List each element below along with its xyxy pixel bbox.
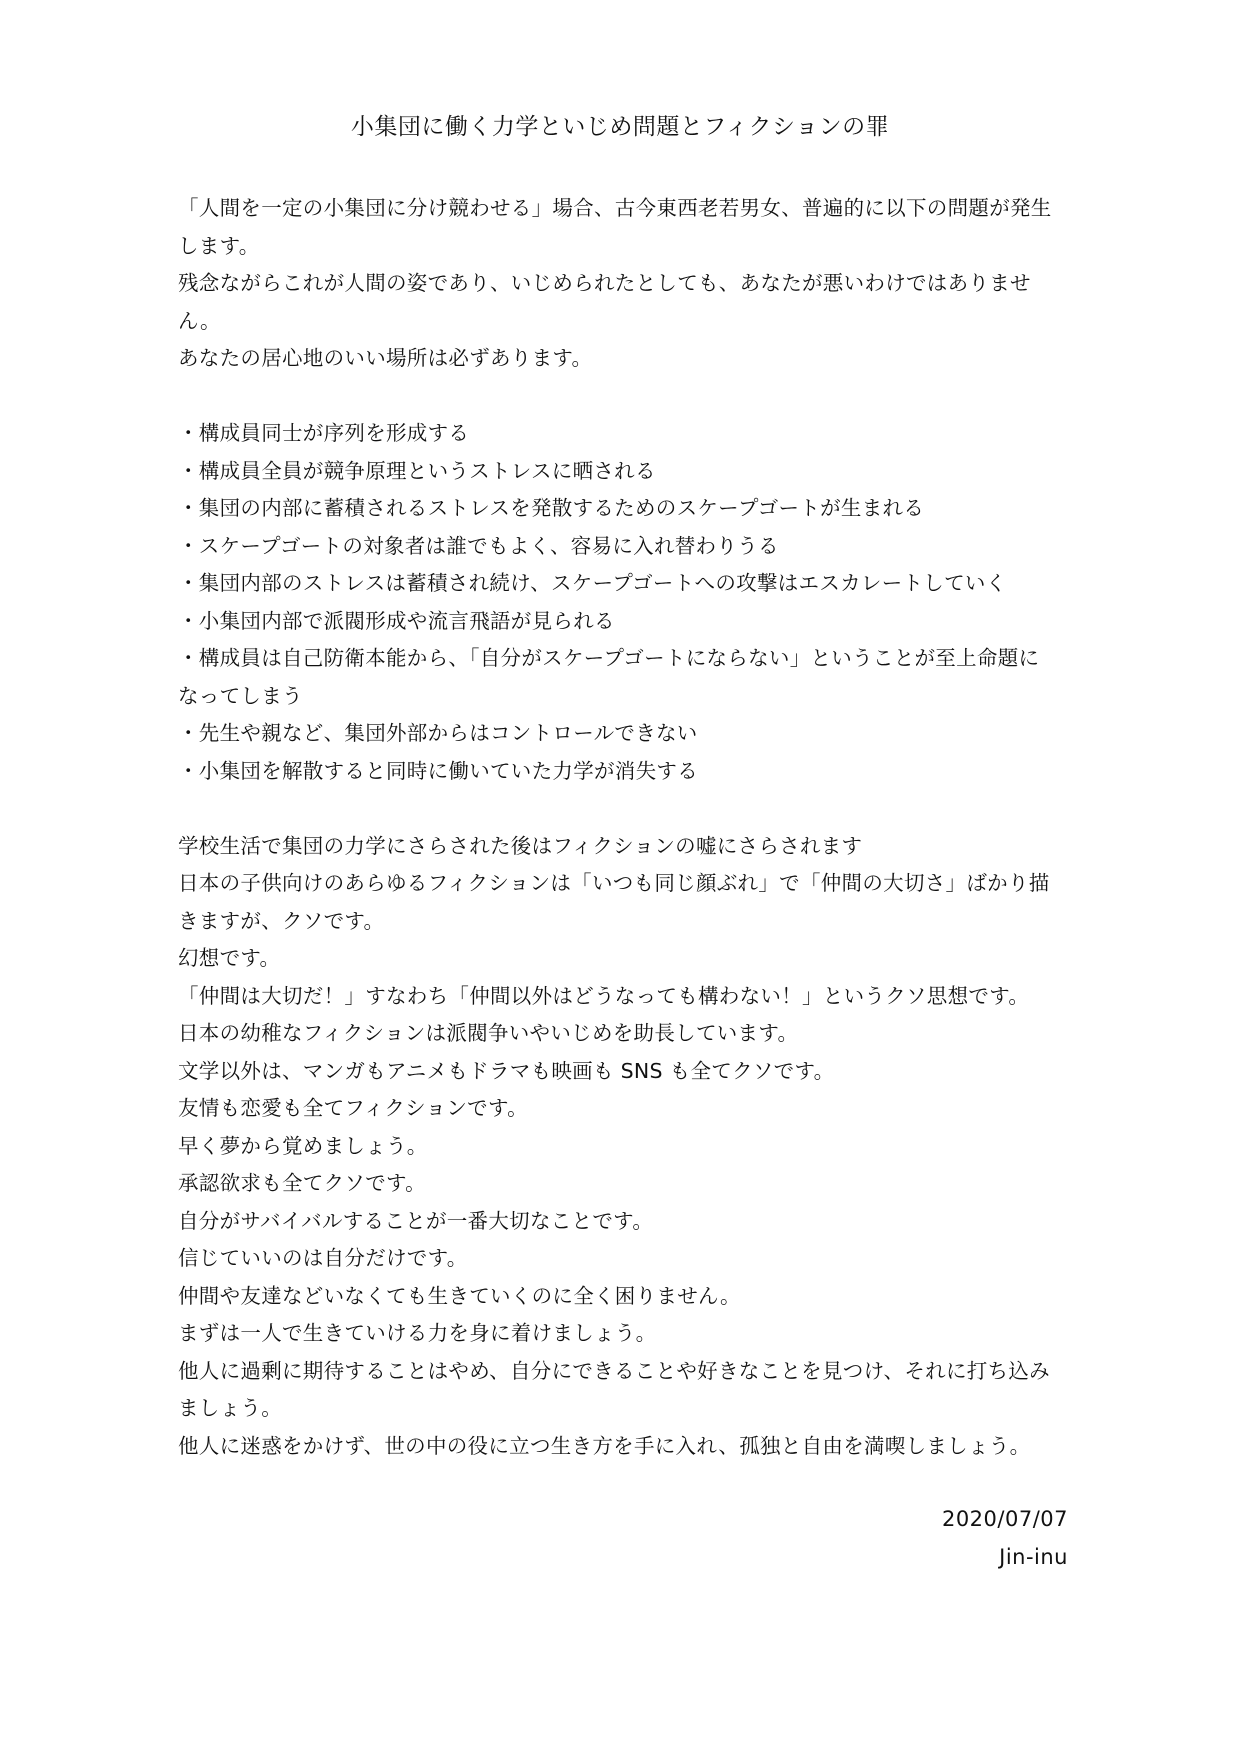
closing-line: 自分がサバイバルすることが一番大切なことです。 <box>178 1208 654 1233</box>
closing-line: 仲間や友達などいなくても生きていくのに全く困りません。 <box>178 1283 741 1308</box>
closing-line: 他人に迷惑をかけず、世の中の役に立つ生き方を手に入れ、孤独と自由を満喫しましょう。 <box>178 1433 1031 1458</box>
closing-line: 他人に過剰に期待することはやめ、自分にできることや好きなことを見つけ、それに打ち込み <box>178 1358 1050 1383</box>
closing-line: 「仲間は大切だ！」すなわち「仲間以外はどうなっても構わない！」というクソ思想です。 <box>178 983 1030 1008</box>
closing-line: 信じていいのは自分だけです。 <box>178 1246 468 1270</box>
closing-line: 学校生活で集団の力学にさらされた後はフィクションの嘘にさらされます <box>178 833 863 858</box>
paragraph-spacer <box>178 790 1068 828</box>
document-body <box>178 190 1068 1465</box>
intro-line: ん。 <box>178 308 221 333</box>
bullet-item: ・小集団内部で派閥形成や流言飛語が見られる <box>178 608 615 633</box>
closing-line: まずは一人で生きていける力を身に着けましょう。 <box>178 1321 657 1345</box>
intro-paragraph <box>178 190 1068 378</box>
document-title: 小集団に働く力学といじめ問題とフィクションの罪 <box>350 114 890 140</box>
closing-paragraph <box>178 828 1068 1466</box>
closing-line: 幻想です。 <box>178 946 281 970</box>
document-date: 2020/07/07 <box>941 1507 1068 1531</box>
closing-line: 文学以外は、マンガもアニメもドラマも映画も SNS も全てクソです。 <box>178 1058 835 1083</box>
bullet-item: ・スケープゴートの対象者は誰でもよく、容易に入れ替わりうる <box>178 533 779 558</box>
closing-line: 早く夢から覚めましょう。 <box>178 1133 428 1158</box>
closing-line: 日本の幼稚なフィクションは派閥争いやいじめを助長しています。 <box>178 1021 799 1045</box>
bullet-item: ・構成員同士が序列を形成する <box>178 421 470 445</box>
closing-line: 日本の子供向けのあらゆるフィクションは「いつも同じ顔ぶれ」で「仲間の大切さ」ばかり描 <box>178 871 1050 895</box>
closing-line: 承認欲求も全てクソです。 <box>178 1171 426 1195</box>
closing-line: きますが、クソです。 <box>178 908 385 933</box>
bullet-list <box>178 415 1068 790</box>
intro-line: あなたの居心地のいい場所は必ずあります。 <box>178 346 593 370</box>
bullet-item: ・先生や親など、集団外部からはコントロールできない <box>178 721 698 745</box>
document-author: Jin-inu <box>999 1544 1068 1569</box>
bullet-item: ・小集団を解散すると同時に働いていた力学が消失する <box>178 758 698 783</box>
intro-line: 残念ながらこれが人間の姿であり、いじめられたとしても、あなたが悪いわけではありませ <box>178 271 1031 295</box>
bullet-item: ・集団内部のストレスは蓄積され続け、スケープゴートへの攻撃はエスカレートしていく <box>178 571 1007 595</box>
closing-line: 友情も恋愛も全てフィクションです。 <box>178 1096 528 1120</box>
intro-line: します。 <box>178 233 260 258</box>
intro-line: 「人間を一定の小集団に分け競わせる」場合、古今東西老若男女、普遍的に以下の問題が発生 <box>178 196 1052 220</box>
closing-line: ましょう。 <box>178 1396 282 1420</box>
paragraph-spacer <box>178 378 1068 416</box>
bullet-item-continuation: なってしまう <box>178 683 303 708</box>
bullet-item: ・構成員全員が競争原理というストレスに晒される <box>178 458 656 483</box>
bullet-item: ・構成員は自己防衛本能から、「自分がスケープゴートにならない」ということが至上命題に <box>178 646 1040 670</box>
signature-block <box>942 1501 1068 1576</box>
bullet-item: ・集団の内部に蓄積されるストレスを発散するためのスケープゴートが生まれる <box>178 496 925 520</box>
